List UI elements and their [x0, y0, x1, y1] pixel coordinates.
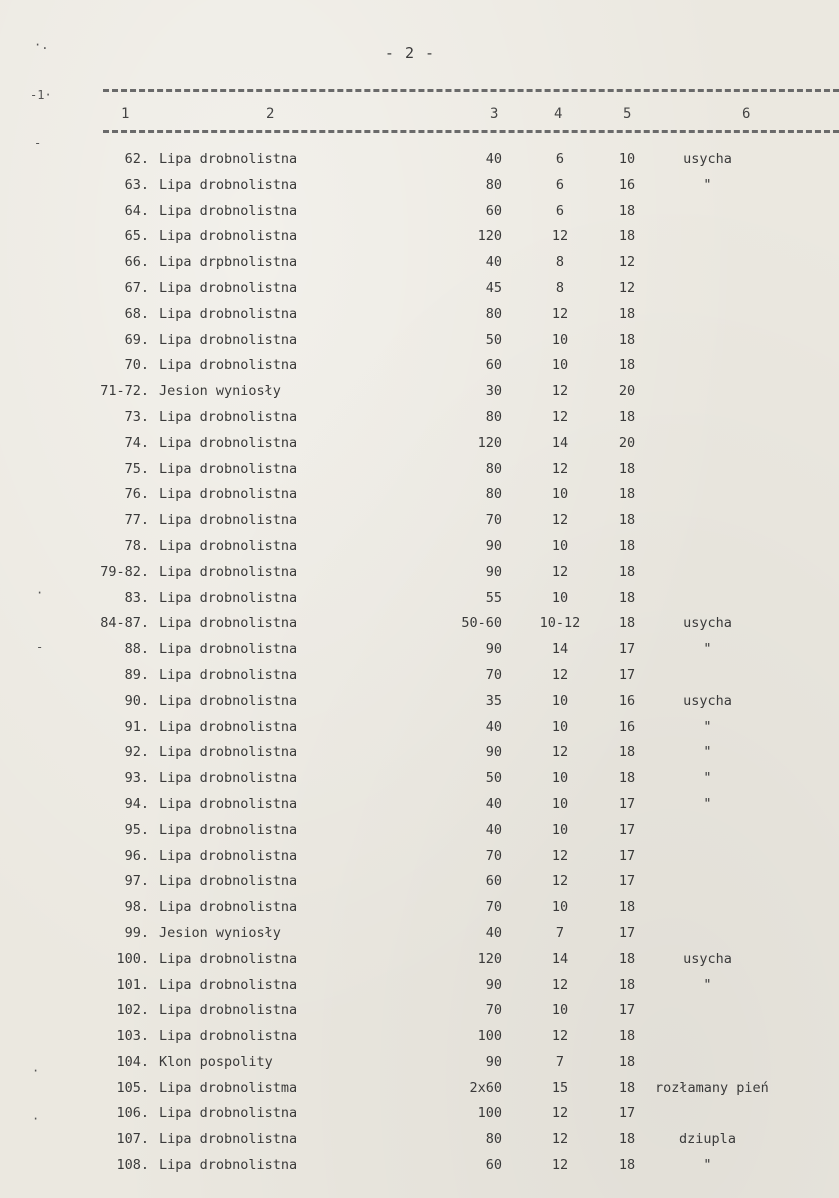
cell-col-4: 8 [555, 254, 565, 271]
cell-col-3: 120 [477, 434, 502, 451]
cell-col-5: 18 [618, 486, 636, 503]
table-row [0, 1024, 839, 1050]
row-number: 94. [124, 795, 149, 812]
cell-col-3: 70 [485, 666, 502, 683]
species-name: Lipa drobnolistma [159, 1079, 298, 1096]
column-header-3: 3 [490, 106, 499, 122]
species-name: Lipa drobnolistna [159, 408, 298, 425]
cell-col-5: 18 [618, 1131, 636, 1148]
row-number: 71-72. [100, 383, 149, 400]
table-row [0, 947, 839, 973]
cell-remarks: usycha [683, 950, 732, 967]
cell-col-3: 50 [485, 770, 502, 787]
cell-col-5: 17 [618, 821, 636, 838]
cell-col-4: 12 [551, 383, 569, 400]
cell-col-3: 40 [485, 795, 502, 812]
species-name: Lipa drobnolistna [159, 1028, 298, 1045]
cell-col-5: 16 [618, 176, 636, 193]
cell-col-3: 120 [477, 228, 502, 245]
table-row [0, 1076, 839, 1102]
table-row [0, 328, 839, 354]
table-row [0, 302, 839, 328]
cell-col-3: 40 [485, 718, 502, 735]
row-number: 104. [116, 1053, 149, 1070]
table-row [0, 998, 839, 1024]
table-row [0, 534, 839, 560]
cell-col-5: 18 [618, 537, 636, 554]
table-row [0, 715, 839, 741]
row-number: 79-82. [100, 563, 149, 580]
table-row [0, 1050, 839, 1076]
cell-col-3: 120 [477, 950, 502, 967]
cell-col-3: 80 [485, 305, 502, 322]
cell-col-5: 18 [618, 744, 636, 761]
cell-remarks: " [703, 744, 712, 761]
row-number: 89. [124, 666, 149, 683]
cell-col-5: 17 [618, 1105, 636, 1122]
species-name: Lipa drobnolistna [159, 228, 298, 245]
cell-col-4: 7 [555, 1053, 565, 1070]
table-row [0, 1153, 839, 1179]
cell-col-3: 90 [485, 976, 502, 993]
row-number: 106. [116, 1105, 149, 1122]
cell-col-5: 18 [618, 589, 636, 606]
species-name: Lipa drobnolistna [159, 821, 298, 838]
species-name: Lipa drobnolistna [159, 1105, 298, 1122]
row-number: 88. [124, 641, 149, 658]
cell-col-5: 18 [618, 512, 636, 529]
cell-col-5: 18 [618, 950, 636, 967]
row-number: 108. [116, 1157, 149, 1174]
cell-col-5: 17 [618, 1002, 636, 1019]
row-number: 103. [116, 1028, 149, 1045]
cell-col-5: 17 [618, 924, 636, 941]
margin-mark: · [36, 586, 44, 600]
table-row [0, 147, 839, 173]
cell-col-5: 18 [618, 615, 636, 632]
species-name: Lipa drobnolistna [159, 512, 298, 529]
cell-col-3: 80 [485, 486, 502, 503]
species-name: Lipa drobnolistna [159, 331, 298, 348]
margin-mark: - [34, 136, 42, 150]
row-number: 99. [124, 924, 149, 941]
cell-col-3: 80 [485, 460, 502, 477]
cell-col-4: 10 [551, 486, 569, 503]
species-name: Lipa drobnolistna [159, 795, 298, 812]
cell-col-4: 14 [551, 434, 569, 451]
cell-remarks: usycha [683, 692, 732, 709]
cell-col-5: 18 [618, 976, 636, 993]
cell-remarks: " [703, 1157, 712, 1174]
margin-mark: - [36, 640, 44, 654]
table-row [0, 869, 839, 895]
cell-col-5: 17 [618, 666, 636, 683]
table-row [0, 560, 839, 586]
row-number: 62. [124, 151, 149, 167]
table-row [0, 353, 839, 379]
cell-col-5: 17 [618, 641, 636, 658]
row-number: 63. [124, 176, 149, 193]
cell-col-3: 40 [485, 821, 502, 838]
cell-col-5: 12 [618, 254, 636, 271]
species-name: Jesion wyniosły [159, 383, 281, 400]
table-row [0, 792, 839, 818]
row-number: 100. [116, 950, 149, 967]
cell-col-5: 18 [618, 331, 636, 348]
species-name: Lipa drpbnolistna [159, 254, 298, 271]
cell-col-4: 12 [551, 873, 569, 890]
cell-remarks: usycha [683, 615, 732, 632]
cell-col-3: 35 [485, 692, 502, 709]
margin-mark: · [32, 1112, 40, 1126]
cell-col-3: 60 [485, 873, 502, 890]
cell-col-5: 18 [618, 305, 636, 322]
cell-col-5: 17 [618, 847, 636, 864]
table-row [0, 637, 839, 663]
cell-col-4: 10 [551, 1002, 569, 1019]
row-number: 83. [124, 589, 149, 606]
cell-col-4: 7 [555, 924, 565, 941]
species-name: Lipa drobnolistna [159, 615, 298, 632]
table-row [0, 844, 839, 870]
table-row [0, 611, 839, 637]
cell-col-5: 10 [618, 151, 636, 167]
cell-col-5: 18 [618, 202, 636, 219]
cell-col-4: 8 [555, 279, 565, 296]
table-row [0, 689, 839, 715]
species-name: Lipa drobnolistna [159, 1002, 298, 1019]
cell-col-5: 18 [618, 357, 636, 374]
tree-table-body [0, 147, 839, 1179]
column-header-1: 1 [121, 106, 130, 122]
cell-col-4: 6 [555, 151, 565, 167]
cell-col-3: 80 [485, 408, 502, 425]
cell-remarks: " [703, 770, 712, 787]
cell-col-3: 100 [477, 1105, 502, 1122]
cell-remarks: " [703, 718, 712, 735]
cell-col-4: 12 [551, 1028, 569, 1045]
species-name: Lipa drobnolistna [159, 434, 298, 451]
margin-mark: · [32, 1064, 40, 1078]
cell-col-4: 12 [551, 847, 569, 864]
species-name: Lipa drobnolistna [159, 692, 298, 709]
species-name: Lipa drobnolistna [159, 537, 298, 554]
cell-remarks: rozłamany pień [655, 1079, 769, 1096]
cell-col-3: 90 [485, 537, 502, 554]
cell-col-4: 12 [551, 563, 569, 580]
cell-col-3: 80 [485, 176, 502, 193]
cell-col-4: 10 [551, 899, 569, 916]
cell-col-5: 18 [618, 228, 636, 245]
table-row [0, 973, 839, 999]
species-name: Lipa drobnolistna [159, 357, 298, 374]
cell-col-4: 10 [551, 589, 569, 606]
species-name: Lipa drobnolistna [159, 563, 298, 580]
row-number: 84-87. [100, 615, 149, 632]
species-name: Lipa drobnolistna [159, 151, 298, 167]
cell-col-3: 90 [485, 1053, 502, 1070]
table-row [0, 224, 839, 250]
table-row [0, 379, 839, 405]
species-name: Lipa drobnolistna [159, 641, 298, 658]
species-name: Jesion wyniosły [159, 924, 281, 941]
species-name: Lipa drobnolistna [159, 176, 298, 193]
cell-col-5: 18 [618, 899, 636, 916]
row-number: 77. [124, 512, 149, 529]
cell-col-4: 10 [551, 821, 569, 838]
cell-col-4: 6 [555, 176, 565, 193]
row-number: 90. [124, 692, 149, 709]
cell-col-3: 90 [485, 563, 502, 580]
table-row [0, 199, 839, 225]
cell-col-4: 10 [551, 718, 569, 735]
cell-col-3: 70 [485, 512, 502, 529]
cell-col-3: 100 [477, 1028, 502, 1045]
table-row [0, 250, 839, 276]
cell-col-3: 70 [485, 899, 502, 916]
species-name: Klon pospolity [159, 1053, 273, 1070]
row-number: 102. [116, 1002, 149, 1019]
cell-col-4: 12 [551, 976, 569, 993]
species-name: Lipa drobnolistna [159, 1131, 298, 1148]
table-row [0, 740, 839, 766]
cell-col-5: 18 [618, 1157, 636, 1174]
table-top-rule [103, 89, 839, 92]
species-name: Lipa drobnolistna [159, 1157, 298, 1174]
cell-remarks: dziupla [679, 1131, 736, 1148]
cell-col-4: 10 [551, 537, 569, 554]
cell-col-4: 10-12 [539, 615, 581, 632]
cell-col-4: 10 [551, 331, 569, 348]
cell-col-4: 12 [551, 512, 569, 529]
cell-col-4: 12 [551, 228, 569, 245]
cell-col-3: 90 [485, 641, 502, 658]
cell-col-4: 12 [551, 408, 569, 425]
row-number: 74. [124, 434, 149, 451]
row-number: 75. [124, 460, 149, 477]
row-number: 98. [124, 899, 149, 916]
cell-col-3: 30 [485, 383, 502, 400]
cell-col-4: 12 [551, 1105, 569, 1122]
cell-col-4: 14 [551, 641, 569, 658]
cell-col-4: 12 [551, 1157, 569, 1174]
species-name: Lipa drobnolistna [159, 486, 298, 503]
cell-col-5: 17 [618, 873, 636, 890]
cell-col-5: 18 [618, 1079, 636, 1096]
species-name: Lipa drobnolistna [159, 279, 298, 296]
species-name: Lipa drobnolistna [159, 873, 298, 890]
table-row [0, 586, 839, 612]
page-number: - 2 - [384, 44, 436, 62]
cell-col-5: 18 [618, 1053, 636, 1070]
species-name: Lipa drobnolistna [159, 950, 298, 967]
row-number: 105. [116, 1079, 149, 1096]
cell-col-5: 18 [618, 460, 636, 477]
cell-col-5: 18 [618, 563, 636, 580]
species-name: Lipa drobnolistna [159, 744, 298, 761]
cell-col-4: 10 [551, 357, 569, 374]
cell-col-3: 2x60 [469, 1079, 502, 1096]
species-name: Lipa drobnolistna [159, 202, 298, 219]
row-number: 64. [124, 202, 149, 219]
species-name: Lipa drobnolistna [159, 305, 298, 322]
row-number: 101. [116, 976, 149, 993]
row-number: 107. [116, 1131, 149, 1148]
cell-col-5: 16 [618, 692, 636, 709]
species-name: Lipa drobnolistna [159, 589, 298, 606]
cell-col-3: 50 [485, 331, 502, 348]
species-name: Lipa drobnolistna [159, 718, 298, 735]
cell-col-3: 45 [485, 279, 502, 296]
row-number: 92. [124, 744, 149, 761]
cell-col-5: 20 [618, 434, 636, 451]
cell-col-4: 14 [551, 950, 569, 967]
cell-col-3: 40 [485, 151, 502, 167]
cell-col-5: 17 [618, 795, 636, 812]
cell-remarks: " [703, 176, 712, 193]
species-name: Lipa drobnolistna [159, 770, 298, 787]
cell-col-3: 70 [485, 1002, 502, 1019]
table-row [0, 766, 839, 792]
row-number: 93. [124, 770, 149, 787]
row-number: 70. [124, 357, 149, 374]
table-row [0, 482, 839, 508]
species-name: Lipa drobnolistna [159, 899, 298, 916]
cell-col-3: 80 [485, 1131, 502, 1148]
cell-col-5: 18 [618, 770, 636, 787]
table-row [0, 431, 839, 457]
cell-col-3: 60 [485, 202, 502, 219]
cell-col-4: 12 [551, 1131, 569, 1148]
table-row [0, 1101, 839, 1127]
table-row [0, 921, 839, 947]
cell-col-4: 10 [551, 692, 569, 709]
column-header-5: 5 [623, 106, 632, 122]
cell-col-3: 55 [485, 589, 502, 606]
cell-col-3: 40 [485, 254, 502, 271]
table-row [0, 818, 839, 844]
row-number: 76. [124, 486, 149, 503]
table-row [0, 895, 839, 921]
cell-col-5: 18 [618, 408, 636, 425]
table-row [0, 405, 839, 431]
cell-col-3: 40 [485, 924, 502, 941]
table-row [0, 457, 839, 483]
cell-col-3: 90 [485, 744, 502, 761]
row-number: 78. [124, 537, 149, 554]
margin-mark: -1· [30, 88, 52, 102]
cell-col-5: 12 [618, 279, 636, 296]
table-row [0, 276, 839, 302]
cell-col-4: 12 [551, 744, 569, 761]
table-row [0, 508, 839, 534]
table-row [0, 1127, 839, 1153]
cell-col-5: 20 [618, 383, 636, 400]
row-number: 65. [124, 228, 149, 245]
cell-col-3: 60 [485, 357, 502, 374]
cell-remarks: usycha [683, 151, 732, 167]
cell-col-4: 10 [551, 770, 569, 787]
species-name: Lipa drobnolistna [159, 976, 298, 993]
cell-col-5: 18 [618, 1028, 636, 1045]
row-number: 96. [124, 847, 149, 864]
cell-col-4: 15 [551, 1079, 569, 1096]
cell-col-4: 12 [551, 460, 569, 477]
table-header-rule [103, 130, 839, 133]
cell-col-4: 10 [551, 795, 569, 812]
cell-col-3: 50-60 [461, 615, 502, 632]
table-row [0, 663, 839, 689]
cell-remarks: " [703, 795, 712, 812]
cell-col-3: 60 [485, 1157, 502, 1174]
row-number: 95. [124, 821, 149, 838]
column-header-2: 2 [266, 106, 275, 122]
cell-remarks: " [703, 976, 712, 993]
table-row [0, 173, 839, 199]
cell-col-5: 16 [618, 718, 636, 735]
column-header-4: 4 [554, 106, 563, 122]
cell-col-4: 12 [551, 305, 569, 322]
cell-col-4: 12 [551, 666, 569, 683]
row-number: 68. [124, 305, 149, 322]
species-name: Lipa drobnolistna [159, 847, 298, 864]
species-name: Lipa drobnolistna [159, 460, 298, 477]
row-number: 73. [124, 408, 149, 425]
cell-col-3: 70 [485, 847, 502, 864]
species-name: Lipa drobnolistna [159, 666, 298, 683]
cell-col-4: 6 [555, 202, 565, 219]
row-number: 69. [124, 331, 149, 348]
cell-remarks: " [703, 641, 712, 658]
margin-mark: ·. [34, 38, 49, 52]
row-number: 97. [124, 873, 149, 890]
row-number: 91. [124, 718, 149, 735]
row-number: 66. [124, 254, 149, 271]
row-number: 67. [124, 279, 149, 296]
column-header-6: 6 [742, 106, 751, 122]
